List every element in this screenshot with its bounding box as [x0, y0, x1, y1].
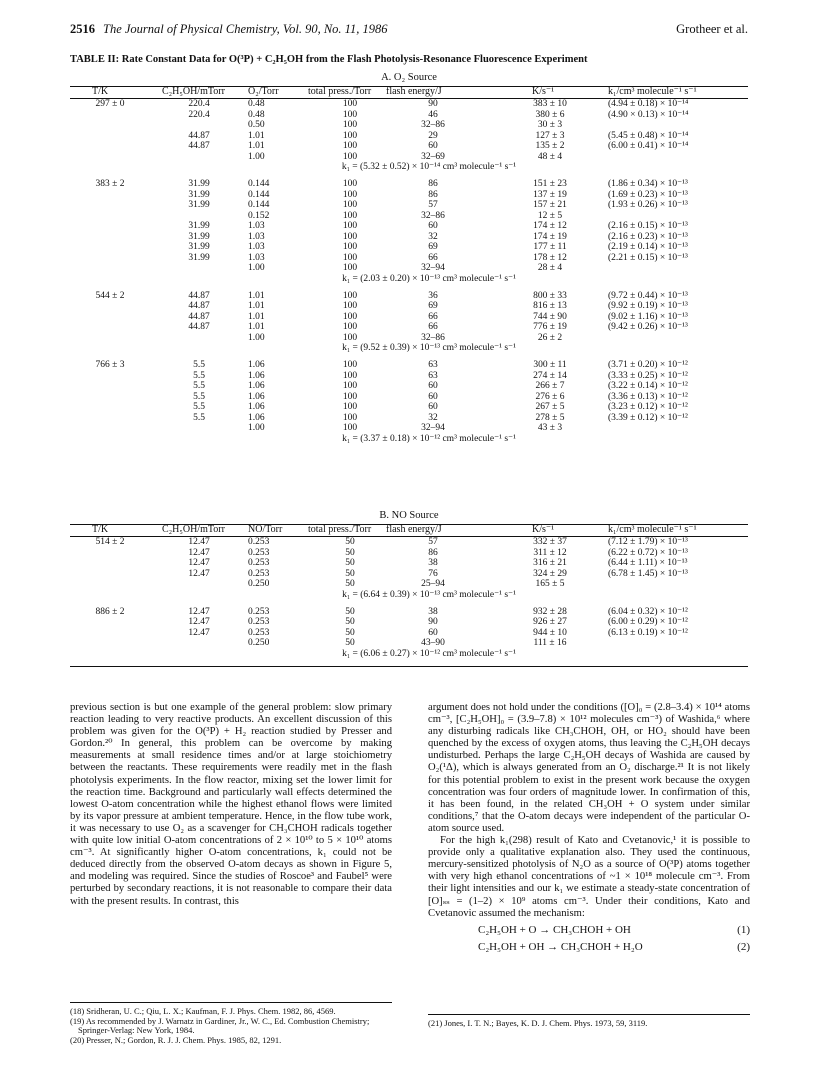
table-cell: 100 — [342, 322, 358, 332]
table-cell: 0.48 — [248, 99, 265, 109]
table-cell: (1.93 ± 0.26) × 10⁻¹³ — [608, 200, 688, 210]
table-cell: 0.253 — [248, 537, 270, 547]
table-row — [70, 628, 748, 639]
table-cell: 12.47 — [188, 617, 210, 627]
table-cell: (4.90 × 0.13) × 10⁻¹⁴ — [608, 109, 689, 120]
table-cell: 31.99 — [188, 231, 210, 242]
rate-summary: k₁ = (3.37 ± 0.18) × 10⁻¹² cm³ molecule⁻¹ s⁻¹ — [342, 433, 516, 444]
table-cell: 86 — [428, 179, 438, 189]
table-cell: 267 ± 5 — [535, 402, 565, 412]
table-cell: 5.5 — [193, 391, 205, 402]
table-cell: 100 — [342, 120, 358, 130]
table-cell: 1.03 — [248, 221, 265, 231]
table-cell: (3.36 ± 0.13) × 10⁻¹² — [608, 391, 688, 402]
table-cell: 1.03 — [248, 231, 265, 242]
table-cell: 278 ± 5 — [535, 412, 565, 423]
table-cell: 1.06 — [248, 412, 265, 423]
column-header: C₂H₅OH/mTorr — [162, 524, 225, 535]
table-cell: (6.22 ± 0.72) × 10⁻¹³ — [608, 547, 688, 558]
table-cell: 297 ± 0 — [95, 99, 125, 109]
table-cell: 76 — [428, 568, 438, 579]
equation-number: (2) — [737, 940, 750, 953]
rate-summary: k₁ = (5.32 ± 0.52) × 10⁻¹⁴ cm³ molecule⁻¹ s⁻¹ — [341, 162, 517, 172]
table-row — [70, 381, 748, 392]
table-cell: 100 — [342, 189, 358, 200]
column-header: T/K — [92, 86, 109, 97]
table-cell: 60 — [428, 402, 438, 412]
journal-title: The Journal of Physical Chemistry, Vol. 90, No. 11, 1986 — [103, 22, 388, 36]
data-block — [70, 360, 748, 445]
table-cell: 100 — [342, 301, 358, 311]
table-cell: 43–90 — [421, 638, 445, 648]
table-cell: 266 ± 7 — [535, 381, 565, 391]
table-cell: 111 ± 16 — [533, 638, 567, 648]
table-cell: 69 — [428, 242, 438, 252]
table-cell: 1.01 — [248, 301, 265, 311]
table-cell: (2.19 ± 0.14) × 10⁻¹³ — [608, 242, 688, 252]
table-cell: 26 ± 2 — [537, 332, 563, 343]
table-row — [70, 548, 748, 559]
table-row — [70, 607, 748, 618]
table-cell: 100 — [342, 423, 358, 433]
footnotes-right — [428, 1014, 750, 1029]
paragraph: argument does not hold under the conditions ([O]₀ = (2.8–3.4) × 10¹⁴ atoms cm⁻³, [C₂H₅OH]₀ = (3.9–7.8) × 10¹² molecules cm⁻³) of Washida,⁶ where any disturbing radicals like CH₃CHOH, OH, or HO₂ should have been quenched by the excess of oxygen atoms, thus leaving the C₂H₅OH decays undisturbed. Perhaps the large C₂H₅OH decays of Washida are caused by O₂(¹Δ), which is always generated from an O₂ discharge.²¹ It is not likely for this potential problem to exist in the present work because the oxygen concentration was four orders of magnitude lower. In confirmation of this, it has been found, in the related CH₃OH + O system under similar conditions,⁷ that the O-atom decays were independent of the particular O-atom source used. — [428, 702, 750, 834]
table-cell: (6.78 ± 1.45) × 10⁻¹³ — [608, 568, 688, 579]
table-row — [70, 110, 748, 121]
table-row — [70, 120, 748, 131]
column-header: O₂/Torr — [248, 86, 279, 97]
table-section-a — [70, 72, 748, 451]
table-cell: 57 — [428, 537, 438, 547]
table-row — [70, 253, 748, 264]
table-cell: 36 — [428, 290, 438, 301]
table-cell: 63 — [428, 370, 438, 381]
table-cell: (7.12 ± 1.79) × 10⁻¹³ — [608, 537, 688, 547]
table-cell: 32–94 — [421, 263, 445, 273]
table-cell: 50 — [345, 638, 355, 648]
paragraph: For the high k₁(298) result of Kato and Cvetanovic,¹ it is possible to provide only a qualitative explanation also. They used the continuous, mercury-sensitized photolysis of N₂O as a source of O(³P) atoms together with very high ethanol concentrations of ~1 × 10¹⁸ molecule cm⁻³. From their light intensities and our k₁ we estimate a steady-state concentration of [O]ₛₛ = (1–2) × 10⁹ atoms cm⁻³. Under their conditions, Kato and Cvetanovic assumed the mechanism: — [428, 835, 750, 919]
table-cell: 178 ± 12 — [533, 252, 567, 263]
table-cell: 5.5 — [193, 381, 205, 391]
table-cell: 1.00 — [248, 151, 265, 162]
table-cell: 165 ± 5 — [535, 579, 565, 589]
table-cell: 38 — [428, 606, 438, 617]
table-cell: 137 ± 19 — [533, 189, 567, 200]
table-cell: 1.06 — [248, 402, 265, 412]
table-cell: 174 ± 12 — [533, 221, 567, 231]
table-cell: 50 — [345, 606, 355, 617]
table-cell: 86 — [428, 189, 438, 200]
table-cell: 100 — [342, 231, 358, 242]
table-cell: 30 ± 3 — [537, 120, 563, 130]
table-cell: 1.00 — [248, 263, 265, 273]
equation-1 — [428, 924, 750, 941]
table-row — [70, 221, 748, 232]
table-cell: 90 — [428, 99, 438, 109]
table-cell: (2.16 ± 0.23) × 10⁻¹³ — [608, 231, 688, 242]
table-cell: 50 — [345, 579, 355, 589]
table-cell: 32 — [428, 231, 438, 242]
column-header: k₁/cm³ molecule⁻¹ s⁻¹ — [608, 86, 697, 97]
table-cell: (2.21 ± 0.15) × 10⁻¹³ — [608, 252, 688, 263]
table-row — [70, 371, 748, 382]
table-cell: 100 — [342, 381, 358, 391]
table-cell: 100 — [342, 151, 358, 162]
table-row — [70, 360, 748, 371]
rate-summary: k₁ = (6.06 ± 0.27) × 10⁻¹² cm³ molecule⁻¹ s⁻¹ — [342, 648, 516, 659]
table-cell: 157 ± 21 — [533, 200, 567, 210]
page-header — [70, 22, 748, 44]
footnote: (19) As recommended by J. Warnatz in Gardiner, Jr., W. C., Ed. Combustion Chemistry; Springer-Verlag: New York, 1984. — [70, 1015, 370, 1036]
table-cell: 100 — [342, 130, 358, 141]
table-cell: 100 — [342, 179, 358, 189]
table-caption: TABLE II: Rate Constant Data for O(³P) + C₂H₅OH from the Flash Photolysis-Resonance Fluorescence Experiment — [70, 54, 588, 65]
table-cell: 100 — [342, 332, 358, 343]
table-cell: 38 — [428, 558, 438, 568]
table-cell: 50 — [345, 547, 355, 558]
table-cell: 220.4 — [188, 99, 210, 109]
table-cell: 1.06 — [248, 391, 265, 402]
table-cell: 100 — [342, 242, 358, 252]
column-header: flash energy/J — [386, 524, 442, 535]
table-row — [70, 322, 748, 333]
table-cell: 324 ± 29 — [533, 568, 567, 579]
table-cell: 100 — [342, 252, 358, 263]
column-header: K/s⁻¹ — [532, 86, 555, 97]
table-cell: 48 ± 4 — [537, 151, 563, 162]
table-cell: 44.87 — [188, 301, 210, 311]
table-cell: 32–86 — [421, 332, 445, 343]
column-header: NO/Torr — [248, 524, 283, 535]
table-cell: 60 — [428, 141, 438, 151]
table-cell: 0.152 — [248, 210, 270, 221]
table-cell: 1.01 — [248, 290, 265, 301]
table-row — [70, 301, 748, 312]
table-cell: 0.253 — [248, 627, 270, 638]
table-row — [70, 190, 748, 201]
table-row — [70, 392, 748, 403]
table-cell: 32–69 — [421, 151, 445, 162]
table-cell: 1.00 — [248, 423, 265, 433]
table-cell: 311 ± 12 — [533, 547, 567, 558]
table-row — [70, 291, 748, 302]
table-row — [70, 232, 748, 243]
table-cell: 100 — [342, 290, 358, 301]
table-cell: 50 — [345, 617, 355, 627]
table-cell: 50 — [345, 558, 355, 568]
column-header: k₁/cm³ molecule⁻¹ s⁻¹ — [608, 524, 697, 535]
table-cell: 86 — [428, 547, 438, 558]
table-cell: 12.47 — [188, 537, 210, 547]
table-cell: 1.01 — [248, 130, 265, 141]
table-cell: 0.250 — [248, 638, 270, 648]
table-cell: 1.01 — [248, 311, 265, 322]
table-row — [70, 617, 748, 628]
table-cell: 0.144 — [248, 179, 270, 189]
table-cell: 766 ± 3 — [95, 360, 125, 370]
footnote: (18) Sridheran, U. C.; Qiu, L. X.; Kaufman, F. J. Phys. Chem. 1982, 86, 4569. — [70, 1006, 336, 1016]
table-cell: 100 — [342, 311, 358, 322]
table-cell: 32–86 — [421, 120, 445, 130]
table-cell: 100 — [342, 391, 358, 402]
table-cell: 944 ± 10 — [533, 627, 567, 638]
table-cell: (6.13 ± 0.19) × 10⁻¹² — [608, 627, 688, 638]
table-row — [70, 99, 748, 110]
table-cell: 12.47 — [188, 606, 210, 617]
table-cell: 177 ± 11 — [533, 242, 567, 252]
section-title: B. NO Source — [70, 510, 748, 525]
table-cell: 332 ± 37 — [533, 537, 567, 547]
table-cell: 66 — [428, 311, 438, 322]
header-row — [70, 525, 748, 537]
table-cell: 0.144 — [248, 200, 270, 210]
column-header: T/K — [92, 524, 109, 535]
table-section-b — [70, 510, 748, 667]
column-header: total press./Torr — [308, 524, 372, 535]
table-row — [70, 537, 748, 548]
section-title: A. O₂ Source — [70, 72, 748, 87]
table-row — [70, 638, 748, 649]
table-cell: 5.5 — [193, 370, 205, 381]
right-column — [428, 702, 750, 958]
table-cell: 1.06 — [248, 381, 265, 391]
table-cell: 776 ± 19 — [533, 322, 567, 332]
table-cell: (3.39 ± 0.12) × 10⁻¹² — [608, 412, 688, 423]
header-row — [70, 87, 748, 99]
table-row — [70, 263, 748, 274]
data-block — [70, 179, 748, 285]
table-cell: 380 ± 6 — [535, 109, 565, 120]
table-cell: 50 — [345, 627, 355, 638]
table-cell: 274 ± 14 — [533, 370, 567, 381]
table-cell: (6.00 ± 0.29) × 10⁻¹² — [608, 617, 688, 627]
table-cell: 0.253 — [248, 617, 270, 627]
column-header: C₂H₅OH/mTorr — [162, 86, 225, 97]
table-cell: 300 ± 11 — [533, 360, 567, 370]
table-cell: 0.253 — [248, 547, 270, 558]
table-cell: 31.99 — [188, 189, 210, 200]
table-cell: 29 — [428, 130, 438, 141]
footnotes-left — [70, 1002, 392, 1045]
table-row — [70, 413, 748, 424]
table-cell: 932 ± 28 — [533, 606, 567, 617]
table-cell: 12 ± 5 — [537, 210, 563, 221]
table-cell: (9.02 ± 1.16) × 10⁻¹³ — [608, 311, 688, 322]
table-row — [70, 312, 748, 323]
table-rule — [70, 666, 748, 667]
table-row — [70, 333, 748, 344]
left-column — [70, 702, 392, 908]
table-cell: 1.06 — [248, 360, 265, 370]
running-authors: Grotheer et al. — [676, 22, 748, 36]
table-cell: (9.42 ± 0.26) × 10⁻¹³ — [608, 322, 688, 332]
table-cell: 100 — [342, 141, 358, 151]
page-number: 2516 — [70, 22, 95, 36]
table-cell: (3.33 ± 0.25) × 10⁻¹² — [608, 370, 688, 381]
table-cell: 69 — [428, 301, 438, 311]
table-cell: (9.72 ± 0.44) × 10⁻¹³ — [608, 290, 688, 301]
table-cell: 151 ± 23 — [533, 179, 567, 189]
rate-summary: k₁ = (2.03 ± 0.20) × 10⁻¹³ cm³ molecule⁻¹ s⁻¹ — [342, 273, 516, 284]
rate-summary: k₁ = (6.64 ± 0.39) × 10⁻¹³ cm³ molecule⁻¹ s⁻¹ — [342, 589, 516, 600]
table-cell: 514 ± 2 — [95, 537, 125, 547]
table-cell: 100 — [342, 221, 358, 231]
table-cell: 100 — [342, 370, 358, 381]
table-cell: 1.01 — [248, 141, 265, 151]
table-cell: 44.87 — [188, 141, 210, 151]
data-block — [70, 99, 748, 173]
table-cell: 60 — [428, 221, 438, 231]
table-cell: 100 — [342, 402, 358, 412]
table-cell: 316 ± 21 — [533, 558, 567, 568]
table-cell: 44.87 — [188, 290, 210, 301]
table-cell: (3.71 ± 0.20) × 10⁻¹² — [608, 360, 688, 370]
table-cell: 383 ± 2 — [95, 179, 125, 189]
table-cell: 25–94 — [421, 579, 445, 589]
table-cell: 0.144 — [248, 189, 270, 200]
data-block — [70, 291, 748, 355]
table-cell: 5.5 — [193, 402, 205, 412]
table-cell: 276 ± 6 — [535, 391, 565, 402]
table-cell: 1.03 — [248, 242, 265, 252]
table-cell: 12.47 — [188, 547, 210, 558]
table-cell: 100 — [342, 210, 358, 221]
table-cell: (4.94 ± 0.18) × 10⁻¹⁴ — [608, 99, 689, 109]
table-cell: 28 ± 4 — [537, 263, 563, 273]
equation-text: C₂H₅OH + O → CH₃CHOH + OH — [478, 923, 631, 936]
table-cell: 66 — [428, 322, 438, 332]
table-row — [70, 569, 748, 580]
table-cell: 383 ± 10 — [533, 99, 567, 109]
table-cell: 0.253 — [248, 568, 270, 579]
table-cell: 800 ± 33 — [533, 290, 567, 301]
equation-number: (1) — [737, 923, 750, 936]
table-cell: 1.03 — [248, 252, 265, 263]
table-cell: 66 — [428, 252, 438, 263]
table-cell: 544 ± 2 — [95, 290, 125, 301]
table-cell: 744 ± 90 — [533, 311, 567, 322]
table-cell: 32–86 — [421, 210, 445, 221]
table-cell: (1.86 ± 0.34) × 10⁻¹³ — [608, 179, 688, 189]
table-cell: 90 — [428, 617, 438, 627]
table-cell: 1.01 — [248, 322, 265, 332]
table-cell: 12.47 — [188, 558, 210, 568]
table-cell: 100 — [342, 99, 358, 109]
table-cell: 63 — [428, 360, 438, 370]
table-cell: (5.45 ± 0.48) × 10⁻¹⁴ — [608, 130, 689, 141]
table-cell: 32–94 — [421, 423, 445, 433]
table-cell: 816 ± 13 — [533, 301, 567, 311]
table-cell: (2.16 ± 0.15) × 10⁻¹³ — [608, 221, 688, 231]
table-cell: (3.22 ± 0.14) × 10⁻¹² — [608, 381, 688, 391]
table-row — [70, 242, 748, 253]
table-row — [70, 558, 748, 569]
equation-text: C₂H₅OH + OH → CH₃CHOH + H₂O — [478, 940, 643, 953]
table-cell: 0.253 — [248, 606, 270, 617]
table-cell: 174 ± 19 — [533, 231, 567, 242]
table-cell: 44.87 — [188, 322, 210, 332]
table-cell: (6.44 ± 1.11) × 10⁻¹³ — [608, 558, 688, 568]
table-cell: 60 — [428, 381, 438, 391]
column-header: flash energy/J — [386, 86, 442, 97]
table-row — [70, 211, 748, 222]
table-cell: 100 — [342, 360, 358, 370]
table-cell: 100 — [342, 263, 358, 273]
table-cell: 31.99 — [188, 221, 210, 231]
table-cell: 50 — [345, 568, 355, 579]
table-cell: 135 ± 2 — [535, 141, 565, 151]
table-cell: 50 — [345, 537, 355, 547]
data-block — [70, 607, 748, 660]
table-cell: 31.99 — [188, 242, 210, 252]
table-cell: 926 ± 27 — [533, 617, 567, 627]
table-row — [70, 152, 748, 163]
table-cell: 43 ± 3 — [537, 423, 563, 433]
table-cell: (9.92 ± 0.19) × 10⁻¹³ — [608, 301, 688, 311]
table-cell: 0.253 — [248, 558, 270, 568]
table-cell: 44.87 — [188, 311, 210, 322]
table-cell: 100 — [342, 412, 358, 423]
table-cell: 12.47 — [188, 568, 210, 579]
table-row — [70, 200, 748, 211]
table-row — [70, 179, 748, 190]
table-cell: 31.99 — [188, 252, 210, 263]
table-cell: 5.5 — [193, 412, 205, 423]
table-cell: 0.250 — [248, 579, 270, 589]
table-cell: 31.99 — [188, 179, 210, 189]
table-cell: (6.00 ± 0.41) × 10⁻¹⁴ — [608, 141, 689, 151]
table-cell: 100 — [342, 109, 358, 120]
table-cell: 220.4 — [188, 109, 210, 120]
table-cell: 127 ± 3 — [535, 130, 565, 141]
table-cell: 1.00 — [248, 332, 265, 343]
table-cell: 1.06 — [248, 370, 265, 381]
footnote: (21) Jones, I. T. N.; Bayes, K. D. J. Chem. Phys. 1973, 59, 3119. — [428, 1018, 648, 1028]
table-cell: 100 — [342, 200, 358, 210]
table-cell: 31.99 — [188, 200, 210, 210]
table-cell: 5.5 — [193, 360, 205, 370]
rate-summary: k₁ = (9.52 ± 0.39) × 10⁻¹³ cm³ molecule⁻¹ s⁻¹ — [342, 343, 516, 353]
table-cell: 0.50 — [248, 120, 265, 130]
table-row — [70, 141, 748, 152]
table-row — [70, 131, 748, 142]
table-cell: 60 — [428, 391, 438, 402]
table-cell: 32 — [428, 412, 438, 423]
table-cell: 44.87 — [188, 130, 210, 141]
table-cell: 46 — [428, 109, 438, 120]
table-cell: (3.23 ± 0.12) × 10⁻¹² — [608, 402, 688, 412]
table-cell: 12.47 — [188, 627, 210, 638]
table-cell: 0.48 — [248, 109, 265, 120]
table-cell: 60 — [428, 627, 438, 638]
column-header: total press./Torr — [308, 86, 372, 97]
column-header: K/s⁻¹ — [532, 524, 555, 535]
table-cell: 886 ± 2 — [95, 606, 125, 617]
table-row — [70, 579, 748, 590]
table-cell: (1.69 ± 0.23) × 10⁻¹³ — [608, 189, 688, 200]
equation-2 — [428, 941, 750, 958]
table-row — [70, 402, 748, 413]
paragraph: previous section is but one example of the general problem: slow primary reaction leading to very reactive products. An excellent discussion of this problem was given for the O(³P) + H₂ reaction studied by Presser and Gordon.²⁰ In general, this problem can be overcome by making measurements at small residence times and/or at large stoichiometry between the reactants. These requirements were readily met in the flash photolysis experiments. In the flow reactor, mixing set the lower limit for the reaction time. Background and particularly wall effects determined the lowest O-atom concentration while the highest ethanol flows were limited by its vapor pressure at ambient temperature. Hence, in the flow tube work, it was necessary to use O₂ as a scavenger for CH₃CHOH radicals together with quite low initial O-atom concentrations of 2 × 10¹⁰ to 5 × 10¹⁰ atoms cm⁻³. At significantly higher O-atom concentrations, k₁ could not be deduced directly from the observed O-atom decays as shown in Figure 5, and modeling was required. Since the studies of Roscoe³ and Faubel⁵ were perturbed by secondary reactions, it is not reasonable to compare their data with the present results. In contrast, this — [70, 702, 392, 907]
table-row — [70, 423, 748, 434]
data-block — [70, 537, 748, 601]
table-cell: (6.04 ± 0.32) × 10⁻¹² — [608, 606, 688, 617]
table-cell: 57 — [428, 200, 438, 210]
footnote: (20) Presser, N.; Gordon, R. J. J. Chem. Phys. 1985, 82, 1291. — [70, 1034, 282, 1045]
